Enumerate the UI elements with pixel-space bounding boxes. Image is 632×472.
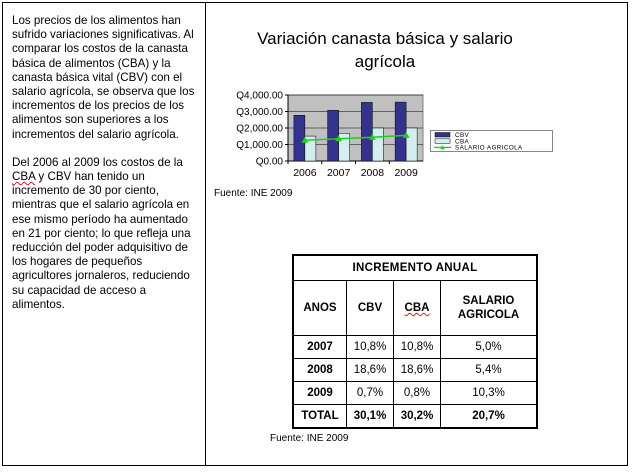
- legend-svg: [431, 131, 552, 151]
- cell-total-cba: 30,2%: [394, 405, 441, 429]
- cell-cba: 10,8%: [394, 336, 441, 359]
- legend-label: SALARIO AGRICOLA: [455, 144, 523, 151]
- chart-title-line-1: Variación canasta básica y salario: [257, 29, 513, 48]
- cell-cbv: 18,6%: [347, 359, 394, 382]
- description-text: [12, 14, 200, 326]
- y-tick-label: Q2,000.00: [236, 123, 283, 135]
- column-divider: [205, 2, 206, 466]
- paragraph-2-cba: CBA: [12, 170, 36, 184]
- cell-cbv: 10,8%: [347, 336, 394, 359]
- table-row: [293, 382, 537, 405]
- paragraph-2-part-a: Del 2006 al 2009 los costos de la: [12, 155, 183, 169]
- x-tick-label: 2006: [293, 167, 317, 179]
- cell-cba: 18,6%: [394, 359, 441, 382]
- x-tick-label: 2007: [326, 167, 351, 179]
- col-header-salario: [441, 281, 538, 336]
- x-tick-label: 2008: [360, 167, 385, 179]
- bar-cba: [339, 133, 350, 161]
- increment-table: [292, 254, 538, 429]
- table-row: [293, 336, 537, 359]
- col-header-salario-line-2: AGRICOLA: [457, 309, 520, 321]
- bar-cba: [372, 128, 383, 161]
- y-tick-label: Q4,000.00: [236, 90, 283, 102]
- cell-salario: 5,0%: [441, 336, 538, 359]
- col-header-cbv: CBV: [347, 281, 394, 336]
- cell-cba: 0,8%: [394, 382, 441, 405]
- chart-source: Fuente: INE 2009: [214, 188, 293, 199]
- col-header-cba: [394, 281, 441, 336]
- bar-cbv: [361, 102, 372, 161]
- cell-total-label: TOTAL: [293, 405, 347, 429]
- chart-legend: [430, 130, 553, 152]
- legend-swatch: [435, 139, 450, 144]
- legend-label: CBA: [455, 138, 470, 146]
- bar-cba: [406, 128, 417, 161]
- chart-title: [232, 27, 538, 73]
- cell-salario: 10,3%: [441, 382, 538, 405]
- cell-cbv: 0,7%: [347, 382, 394, 405]
- table-row: [293, 359, 537, 382]
- paragraph-2: [12, 156, 200, 312]
- bar-cbv: [395, 102, 406, 161]
- table-total-row: [293, 405, 537, 429]
- cell-salario: 5,4%: [441, 359, 538, 382]
- cell-year: 2007: [293, 336, 347, 359]
- bar-cbv: [294, 115, 305, 161]
- cell-total-salario: 20,7%: [441, 405, 538, 429]
- y-tick-label: Q1,000.00: [236, 140, 283, 151]
- cell-year: 2009: [293, 382, 347, 405]
- cell-year: 2008: [293, 359, 347, 382]
- legend-label: CBV: [455, 132, 470, 140]
- col-header-cba-label: CBA: [404, 302, 430, 314]
- table-source: Fuente: INE 2009: [270, 433, 349, 444]
- table-title: INCREMENTO ANUAL: [293, 255, 537, 281]
- cell-total-cbv: 30,1%: [347, 405, 394, 429]
- legend-swatch: [435, 133, 450, 138]
- x-tick-label: 2009: [394, 167, 418, 179]
- paragraph-1: Los precios de los alimentos han sufrido variaciones significativas. Al comparar los costos de la canasta básica de alimentos (CBA) y la canasta básica vital (CBV) con el salario agrícola, se observa que los incrementos de los precios de los alimentos son superiores a los incrementos del salario agrícola.: [12, 14, 195, 141]
- paragraph-2-part-b: y CBV han tenido un incremento de 30 por ciento, mientras que el salario agrícola en ese mismo período ha aumentado en 21 por ciento; lo que refleja una reducción del poder adquisitivo de los hogares de pequeños agricultores jornaleros, reduciendo su capacidad de acceso a alimentos.: [12, 170, 191, 311]
- y-tick-label: Q3,000.00: [236, 107, 283, 118]
- col-header-salario-line-1: SALARIO: [462, 295, 515, 307]
- col-header-anos: ANOS: [293, 281, 347, 336]
- y-tick-label: Q0.00: [255, 156, 283, 168]
- chart-title-line-2: agrícola: [354, 52, 416, 71]
- bar-cbv: [328, 110, 339, 161]
